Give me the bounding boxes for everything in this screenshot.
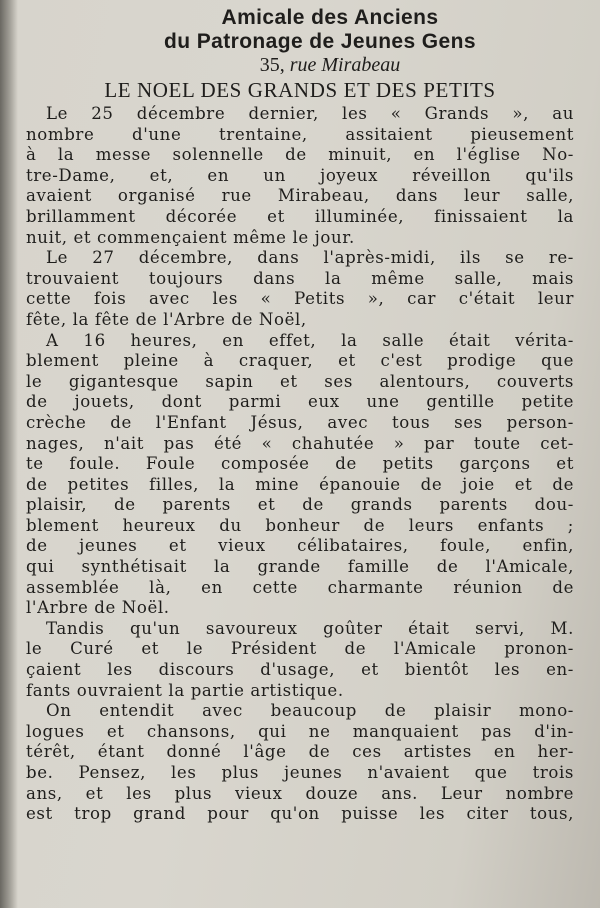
article-line: çaient les discours d'usage, et bientôt les en- (26, 660, 574, 680)
article-body (26, 104, 574, 825)
article-line: Le 25 décembre dernier, les « Grands », au (46, 104, 574, 123)
article-line: assemblée là, en cette charmante réunion de (26, 577, 574, 597)
article-line: nages, n'ait pas été « chahutée » par toute cet- (26, 433, 574, 453)
page-fold-shadow (0, 0, 18, 908)
article-line: plaisir, de parents et de grands parents dou- (26, 495, 574, 515)
article-line: avaient organisé rue Mirabeau, dans leur salle, (26, 186, 574, 206)
article-line: trouvaient toujours dans la même salle, mais (26, 268, 574, 288)
address-street: rue Mirabeau (289, 54, 401, 76)
article-line: le Curé et le Président de l'Amicale pronon- (26, 639, 574, 659)
article-line: cette fois avec les « Petits », car c'était leur (26, 289, 574, 309)
article-line: tre-Dame, et, en un joyeux réveillon qu'ils (26, 165, 574, 185)
article-line: brillamment décorée et illuminée, finissaient la (26, 206, 574, 226)
article-line: On entendit avec beaucoup de plaisir mono- (46, 701, 574, 721)
article-line: de petites filles, la mine épanouie de joie et de (26, 474, 574, 494)
article-line: l'Arbre de Noël. (26, 598, 170, 618)
article-column (26, 6, 574, 825)
article-line: ans, et les plus vieux douze ans. Leur nombre (26, 783, 574, 803)
article-line: nuit, et commençaient même le jour. (26, 227, 355, 247)
article-line: be. Pensez, les plus jeunes n'avaient que trois (26, 763, 574, 782)
article-line: Tandis qu'un savoureux goûter était servi, M. (46, 618, 574, 638)
article-line: térêt, étant donné l'âge de ces artistes en her- (26, 742, 574, 762)
article-line: est trop grand pour qu'on puisse les citer tous, (26, 804, 574, 824)
article-line: crèche de l'Enfant Jésus, avec tous ses person- (26, 412, 574, 432)
article-line: fants ouvraient la partie artistique. (26, 680, 344, 700)
article-line: le gigantesque sapin et ses alentours, couverts (26, 371, 574, 391)
article-title: LE NOEL DES GRANDS ET DES PETITS (104, 78, 496, 102)
article-line: Le 27 décembre, dans l'après-midi, ils se re- (46, 248, 574, 268)
address-number: 35, (259, 54, 285, 76)
article-line: blement pleine à craquer, et c'est prodige que (26, 351, 574, 371)
article-line: fête, la fête de l'Arbre de Noël, (26, 309, 307, 329)
article-line: de jouets, dont parmi eux une gentille petite (26, 392, 574, 412)
article-line: qui synthétisait la grande famille de l'Amicale, (26, 557, 574, 577)
association-address (86, 54, 574, 76)
association-name-line1: Amicale des Anciens (221, 6, 439, 29)
article-line: logues et chansons, qui ne manquaient pas d'in- (26, 721, 574, 741)
article-line: nombre d'une trentaine, assitaient pieusement (26, 124, 574, 144)
article-line: te foule. Foule composée de petits garçons et (26, 454, 574, 474)
article-line: blement heureux du bonheur de leurs enfants ; (26, 515, 574, 535)
article-line: A 16 heures, en effet, la salle était vérita- (46, 330, 574, 350)
association-name-line2: du Patronage de Jeunes Gens (164, 30, 476, 53)
article-line: de jeunes et vieux célibataires, foule, enfin, (26, 536, 574, 556)
article-line: à la messe solennelle de minuit, en l'église No- (26, 145, 574, 165)
